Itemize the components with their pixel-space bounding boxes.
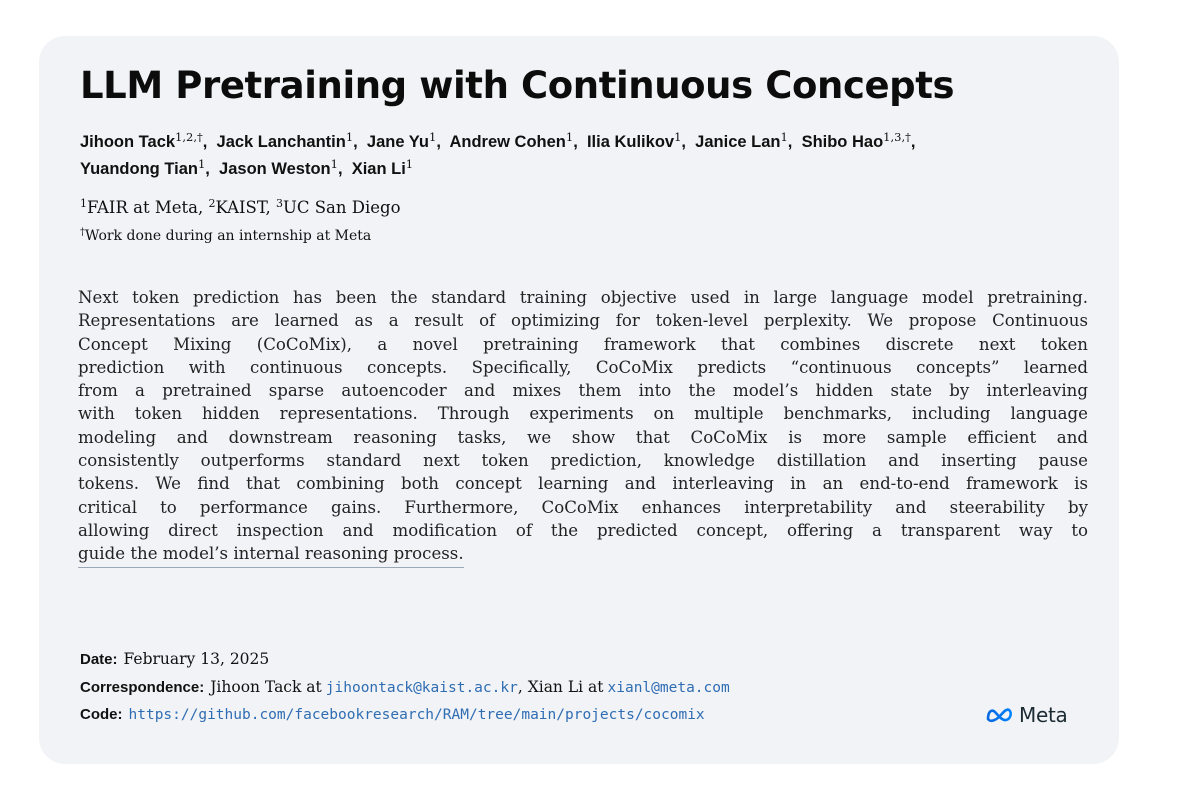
abstract-line: allowing direct inspection and modification of the predicted concept, offering a transparent way to — [78, 520, 1088, 540]
internship-note: †Work done during an internship at Meta — [80, 227, 372, 244]
author: Jack Lanchantin$^1$ — [216, 130, 354, 151]
abstract — [78, 286, 1088, 568]
author: Shibo Hao$^{1,3,\dagger}$ — [801, 130, 911, 151]
abstract-line: from a pretrained sparse autoencoder and mixes them into the model’s hidden state by interleaving — [78, 381, 1088, 401]
date-value: February 13, 2025 — [123, 650, 270, 668]
author: Xian Li$^1$ — [351, 157, 414, 178]
author: Andrew Cohen$^1$ — [449, 130, 574, 151]
abstract-line: consistently outperforms standard next token prediction, knowledge distillation and inserting pause — [78, 451, 1088, 471]
abstract-line: tokens. We find that combining both concept learning and interleaving in an end-to-end framework is — [78, 474, 1088, 494]
abstract-line: prediction with continuous concepts. Specifically, CoCoMix predicts “continuous concepts” learned — [78, 357, 1088, 377]
abstract-line: Representations are learned as a result of optimizing for token-level perplexity. We propose Continuous — [78, 311, 1088, 331]
code-row — [80, 706, 705, 724]
abstract-line: critical to performance gains. Furthermore, CoCoMix enhances interpretability and steerability by — [78, 497, 1088, 517]
author: Jihoon Tack$^{1,2,\dagger}$ — [80, 130, 203, 151]
correspondence-label: Correspondence: — [80, 679, 205, 696]
email-link-1[interactable]: jihoontack@kaist.ac.kr — [325, 680, 518, 696]
author: Janice Lan$^1$ — [695, 130, 788, 151]
author-list: Jihoon Tack$^{1,2,\dagger}$, Jack Lanchantin$^1$, Jane Yu$^1$, Andrew Cohen$^1$, Ilia Kulikov$^1$, Janice Lan$^1$, Shibo Hao$^{1,3,\dagger}$, Yuandong Tian$^1$, Jason Weston$^1$, Xian Li$^1$ — [80, 130, 916, 178]
code-label: Code: — [80, 706, 123, 723]
correspondence-name-1: Jihoon Tack at — [210, 678, 322, 696]
meta-infinity-icon — [985, 707, 1015, 723]
author: Ilia Kulikov$^1$ — [586, 130, 682, 151]
affiliations: $^1$FAIR at Meta, $^2$KAIST, $^3$UC San Diego — [80, 197, 401, 217]
code-link[interactable]: https://github.com/facebookresearch/RAM/tree/main/projects/cocomix — [128, 707, 705, 723]
date-label: Date: — [80, 651, 118, 668]
correspondence-row — [80, 678, 730, 697]
correspondence-separator: , Xian Li at — [517, 678, 604, 696]
date-row — [80, 650, 269, 669]
meta-logo-text: Meta — [1019, 703, 1068, 727]
abstract-line: Concept Mixing (CoCoMix), a novel pretraining framework that combines discrete next token — [78, 334, 1088, 354]
abstract-line: guide the model’s internal reasoning process. — [78, 542, 464, 567]
paper-title: LLM Pretraining with Continuous Concepts — [80, 64, 955, 107]
author: Yuandong Tian$^1$ — [80, 157, 206, 178]
abstract-line: with token hidden representations. Through experiments on multiple benchmarks, including language — [78, 404, 1088, 424]
author: Jason Weston$^1$ — [219, 157, 338, 178]
meta-logo — [985, 703, 1067, 727]
author: Jane Yu$^1$ — [366, 130, 437, 151]
email-link-2[interactable]: xianl@meta.com — [607, 680, 730, 696]
abstract-line: Next token prediction has been the standard training objective used in large language model pretraining. — [78, 288, 1088, 307]
abstract-line: modeling and downstream reasoning tasks, we show that CoCoMix is more sample efficient and — [78, 427, 1088, 447]
